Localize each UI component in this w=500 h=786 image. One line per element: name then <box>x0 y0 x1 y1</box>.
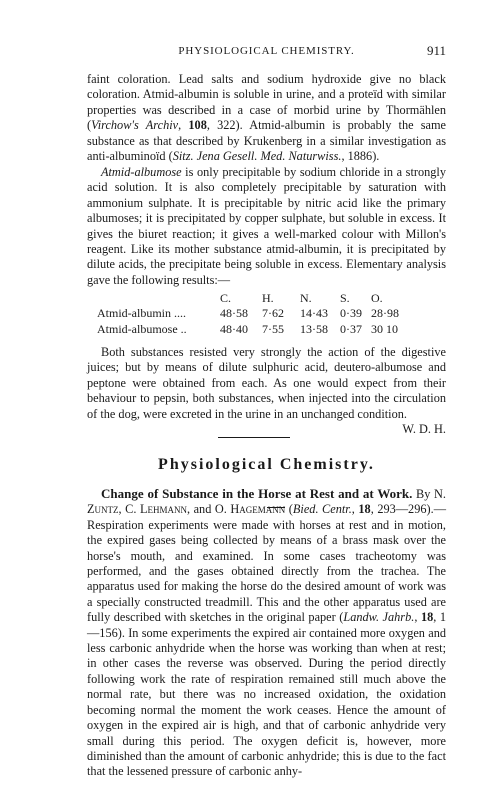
table-row <box>87 306 446 321</box>
signature: W. D. H. <box>402 422 446 437</box>
author: C. Lehmann <box>125 502 187 517</box>
section-title: Physiological Chemistry. <box>158 456 375 473</box>
volume-number: 18 <box>358 502 371 517</box>
author: O. Hagemann <box>214 502 286 517</box>
page-number: 911 <box>426 43 446 58</box>
volume-number: 18 <box>420 610 434 625</box>
table-cell: 7·62 <box>262 306 284 321</box>
page-header <box>87 44 446 60</box>
sitz-citation: Sitz. Jena Gesell. Med. Naturwiss. <box>172 149 342 164</box>
author: N. Zuntz <box>87 487 447 517</box>
journal-citation: Bied. Centr. <box>292 502 352 517</box>
column-header: N. <box>300 291 312 305</box>
column-header: C. <box>220 291 232 305</box>
analysis-table <box>87 291 446 337</box>
top-paragraph: faint coloration. Lead salts and sodium hydroxide give no black coloration. Atmid-albumin is soluble in urine, and a proteïd with similar properties was described in a case of morbid urine by Thormählen (Virchow's Archiv, 108, 322). Atmid-albumin is probably the same substance as that described by Krukenberg in a similar investigation as anti-albuminoïd (Sitz. Jena Gesell. Med. Naturwiss., 1886). <box>87 72 447 164</box>
virchow-citation: Virchow's Archiv <box>91 118 179 133</box>
running-head: PHYSIOLOGICAL CHEMISTRY. <box>178 45 355 57</box>
table-cell: 0·39 <box>340 306 362 321</box>
table-cell: 0·37 <box>340 321 362 336</box>
column-header: S. <box>340 291 350 305</box>
row-label: Atmid-albumose .. <box>97 321 187 336</box>
table-cell: 28·98 <box>371 306 399 321</box>
table-cell: 14·43 <box>300 306 328 321</box>
column-header: O. <box>371 291 383 305</box>
conclusion-paragraph: Both substances resisted very strongly the action of the digestive juices; but by means of dilute sulphuric acid, deutero-albumose and peptone were obtained from each. As one would expect from their behaviour to pepsin, both substances, when injected into the circulation of the dog, were excreted in the urine in an unchanged condition. W. D. H. <box>87 345 446 437</box>
table-cell: 13·58 <box>300 321 328 336</box>
column-header: H. <box>262 291 274 305</box>
article-title: Change of Substance in the Horse at Rest and at Work. <box>101 486 413 501</box>
table-cell: 48·58 <box>220 306 248 321</box>
table-row <box>87 322 446 337</box>
article: Change of Substance in the Horse at Rest and at Work. By N. Zuntz, C. Lehmann, and O. Hagemann (Bied. Centr., 18, 293—296).—Respiration experiments were made with horses at rest and in motion, the expired gases being collected by means of a brass mask over the horse's mouth, and examined. In some cases tracheotomy was performed, and the gases obtained directly from the trachea. The apparatus used for making the horse do the desired amount of work was a specially constructed treadmill. This and the other apparatus used are fully described with sketches in the original paper (Landw. Jahrb., 18, 1—156). In some experiments the expired air contained more oxygen and less carbonic anhydride when the horse was working than when at rest; in other cases the reverse was observed. During the period directly following work the rate of respiration remained still much above the normal rate, but there was no increased oxidation, the oxidation becoming normal the moment the work ceases. Hence the amount of oxygen in the expired air is high, and that of carbonic anhydride very small during this period. The oxygen deficit is, however, more diminished than the amount of carbonic anhydride; this is due to the fact that the lessened pressure of carbonic anhy- <box>87 486 447 779</box>
landw-citation: Landw. Jahrb. <box>343 610 415 625</box>
albumose-paragraph: Atmid-albumose is only precipitable by sodium chloride in a strongly acid solution. It is also completely precipitable by saturation with ammonium sulphate. It is precipitable by nitric acid like the primary albumoses; it is precipitated by copper sulphate, but soluble in excess. It gives the biuret reaction; it gives a well-marked colour with Millon's reagent. Like its mother substance atmid-albumin, it is precipitated by dilute acids, the precipitate being soluble in excess. Elementary analysis gave the following results:— <box>87 165 446 287</box>
title-dash <box>267 507 285 508</box>
section-divider <box>218 437 290 438</box>
table-header-row <box>87 291 446 306</box>
table-cell: 48·40 <box>220 321 248 336</box>
table-cell: 30 10 <box>371 321 398 336</box>
volume-number: 108 <box>188 118 207 133</box>
table-cell: 7·55 <box>262 321 284 336</box>
albumose-lead: Atmid-albumose <box>101 165 182 179</box>
row-label: Atmid-albumin .... <box>97 306 186 321</box>
